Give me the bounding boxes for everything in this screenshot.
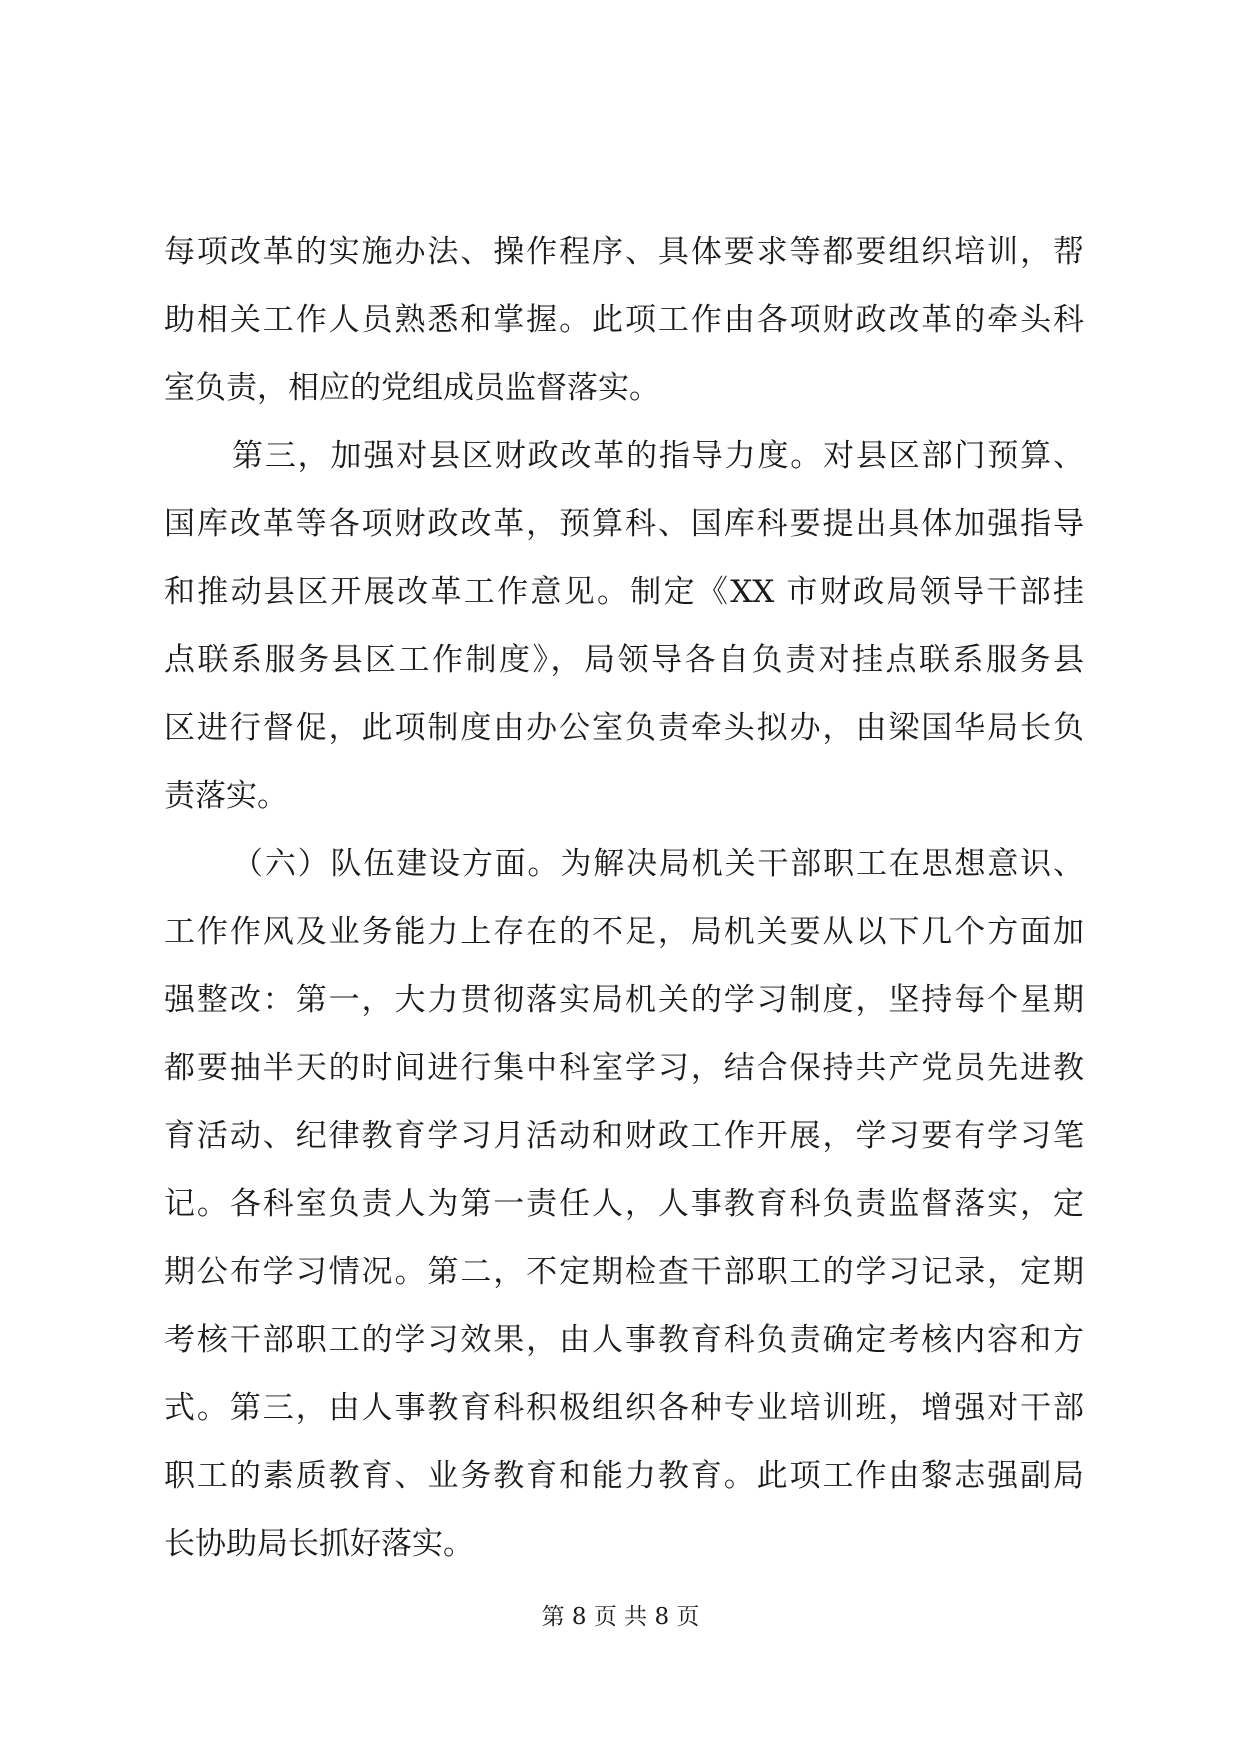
text-line: 室负责，相应的党组成员监督落实。 xyxy=(164,370,660,406)
text-line: 每项改革的实施办法、操作程序、具体要求等都要组织培训，帮 xyxy=(164,234,1084,270)
text-line: 长协助局长抓好落实。 xyxy=(164,1526,474,1562)
text-line: 区进行督促，此项制度由办公室负责牵头拟办，由梁国华局长负 xyxy=(164,710,1084,746)
page-number-footer: 第 8 页 共 8 页 xyxy=(541,1604,700,1630)
text-line: 都要抽半天的时间进行集中科室学习，结合保持共产党员先进教 xyxy=(164,1050,1084,1086)
text-line: 工作作风及业务能力上存在的不足，局机关要从以下几个方面加 xyxy=(164,914,1084,950)
text-line: 点联系服务县区工作制度》，局领导各自负责对挂点联系服务县 xyxy=(164,642,1084,678)
text-line: 记。各科室负责人为第一责任人，人事教育科负责监督落实，定 xyxy=(164,1186,1084,1222)
text-line: 助相关工作人员熟悉和掌握。此项工作由各项财政改革的牵头科 xyxy=(164,302,1084,338)
paragraph-start-line: 第三，加强对县区财政改革的指导力度。对县区部门预算、 xyxy=(232,438,1084,474)
text-line: 式。第三，由人事教育科积极组织各种专业培训班，增强对干部 xyxy=(164,1390,1084,1426)
text-line: 强整改：第一，大力贯彻落实局机关的学习制度，坚持每个星期 xyxy=(164,982,1084,1018)
text-line: 和推动县区开展改革工作意见。制定《XX 市财政局领导干部挂 xyxy=(164,574,1084,610)
paragraph-start-line: （六）队伍建设方面。为解决局机关干部职工在思想意识、 xyxy=(232,846,1084,882)
text-line: 育活动、纪律教育学习月活动和财政工作开展，学习要有学习笔 xyxy=(164,1118,1084,1154)
text-line: 责落实。 xyxy=(164,778,288,814)
text-line: 期公布学习情况。第二，不定期检查干部职工的学习记录，定期 xyxy=(164,1254,1084,1290)
text-line: 职工的素质教育、业务教育和能力教育。此项工作由黎志强副局 xyxy=(164,1458,1084,1494)
document-body xyxy=(164,228,1084,1588)
text-line: 考核干部职工的学习效果，由人事教育科负责确定考核内容和方 xyxy=(164,1322,1084,1358)
text-line: 国库改革等各项财政改革，预算科、国库科要提出具体加强指导 xyxy=(164,506,1084,542)
